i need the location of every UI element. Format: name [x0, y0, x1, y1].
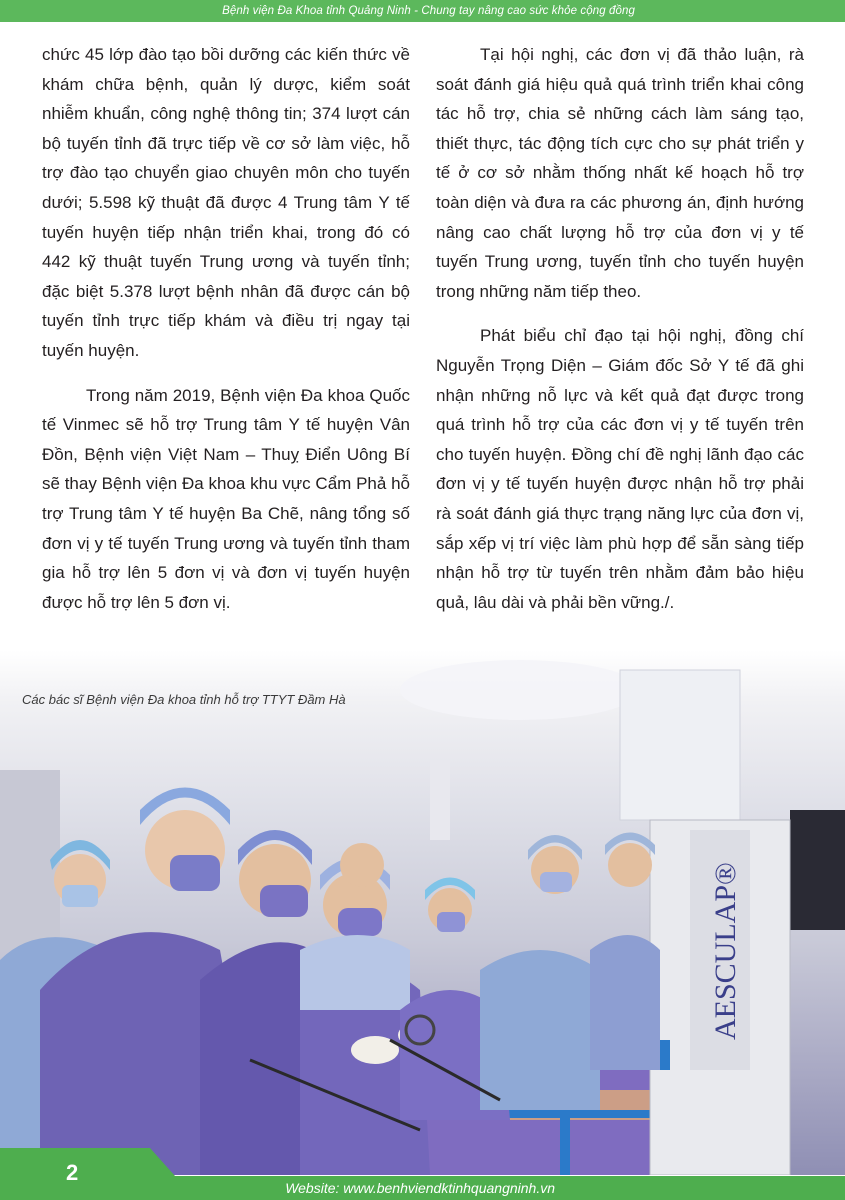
- page-number: 2: [66, 1160, 79, 1185]
- footer-website: Website: www.benhviendktinhquangninh.vn: [285, 1180, 555, 1196]
- article-right-column: [436, 40, 804, 632]
- photo-caption: Các bác sĩ Bệnh viện Đa khoa tỉnh hỗ trợ TTYT Đầm Hà: [22, 692, 346, 707]
- equipment-brand-label: AESCULAP®: [709, 862, 742, 1040]
- paragraph: Phát biểu chỉ đạo tại hội nghị, đồng chí Nguyễn Trọng Diện – Giám đốc Sở Y tế đã ghi nhận những nỗ lực và kết quả đạt được trong quá trình hỗ trợ của các đơn vị y tế tuyến trên cho tuyến huyện. Đồng chí đề nghị lãnh đạo các đơn vị y tế tuyến huyện được nhận hỗ trợ phải rà soát đánh giá thực trạng năng lực của đơn vị, sắp xếp vị trí việc làm phù hợp để sẵn sàng tiếp nhận hỗ trợ từ tuyến trên nhằm đảm bảo hiệu quả, lâu dài và phải bền vững./.: [436, 326, 804, 612]
- article-left-column: [42, 40, 410, 632]
- header-tagline: Bệnh viện Đa Khoa tỉnh Quảng Ninh - Chung tay nâng cao sức khỏe cộng đồng: [222, 5, 635, 17]
- surgery-photo: [0, 650, 845, 1175]
- surgery-illustration: [0, 650, 845, 1175]
- paragraph: Trong năm 2019, Bệnh viện Đa khoa Quốc tế Vinmec sẽ hỗ trợ Trung tâm Y tế huyện Vân Đồn, Bệnh viện Việt Nam – Thuỵ Điển Uông Bí sẽ thay Bệnh viện Đa khoa khu vực Cẩm Phả hỗ trợ Trung tâm Y tế huyện Ba Chẽ, nâng tổng số đơn vị y tế tuyến Trung ương và tuyến tỉnh tham gia hỗ trợ lên 5 đơn vị và đơn vị tuyến huyện được hỗ trợ lên 5 đơn vị.: [42, 385, 410, 612]
- paragraph: Tại hội nghị, các đơn vị đã thảo luận, rà soát đánh giá hiệu quả quá trình triển khai công tác hỗ trợ, chia sẻ những cách làm sáng tạo, thiết thực, tác động tích cực cho sự phát triển y tế ở cơ sở nhằm thống nhất kế hoạch hỗ trợ toàn diện và đưa ra các phương án, định hướng nâng cao chất lượng hỗ trợ của đơn vị y tế tuyến Trung ương, tuyến tỉnh cho tuyến huyện trong những năm tiếp theo.: [436, 45, 804, 301]
- paragraph: chức 45 lớp đào tạo bồi dưỡng các kiến thức về khám chữa bệnh, quản lý dược, kiểm soát nhiễm khuẩn, công nghệ thông tin; 374 lượt cán bộ tuyến tỉnh đã trực tiếp về cơ sở làm việc, hỗ trợ đào tạo chuyển giao chuyên môn cho tuyến dưới; 5.598 kỹ thuật đã được 4 Trung tâm Y tế tuyến huyện tiếp nhận triển khai, trong đó có 442 kỹ thuật tuyến Trung ương và tuyến tỉnh; đặc biệt 5.378 lượt bệnh nhân đã được cán bộ tuyến tỉnh trực tiếp khám và điều trị ngay tại tuyến huyện.: [42, 45, 410, 360]
